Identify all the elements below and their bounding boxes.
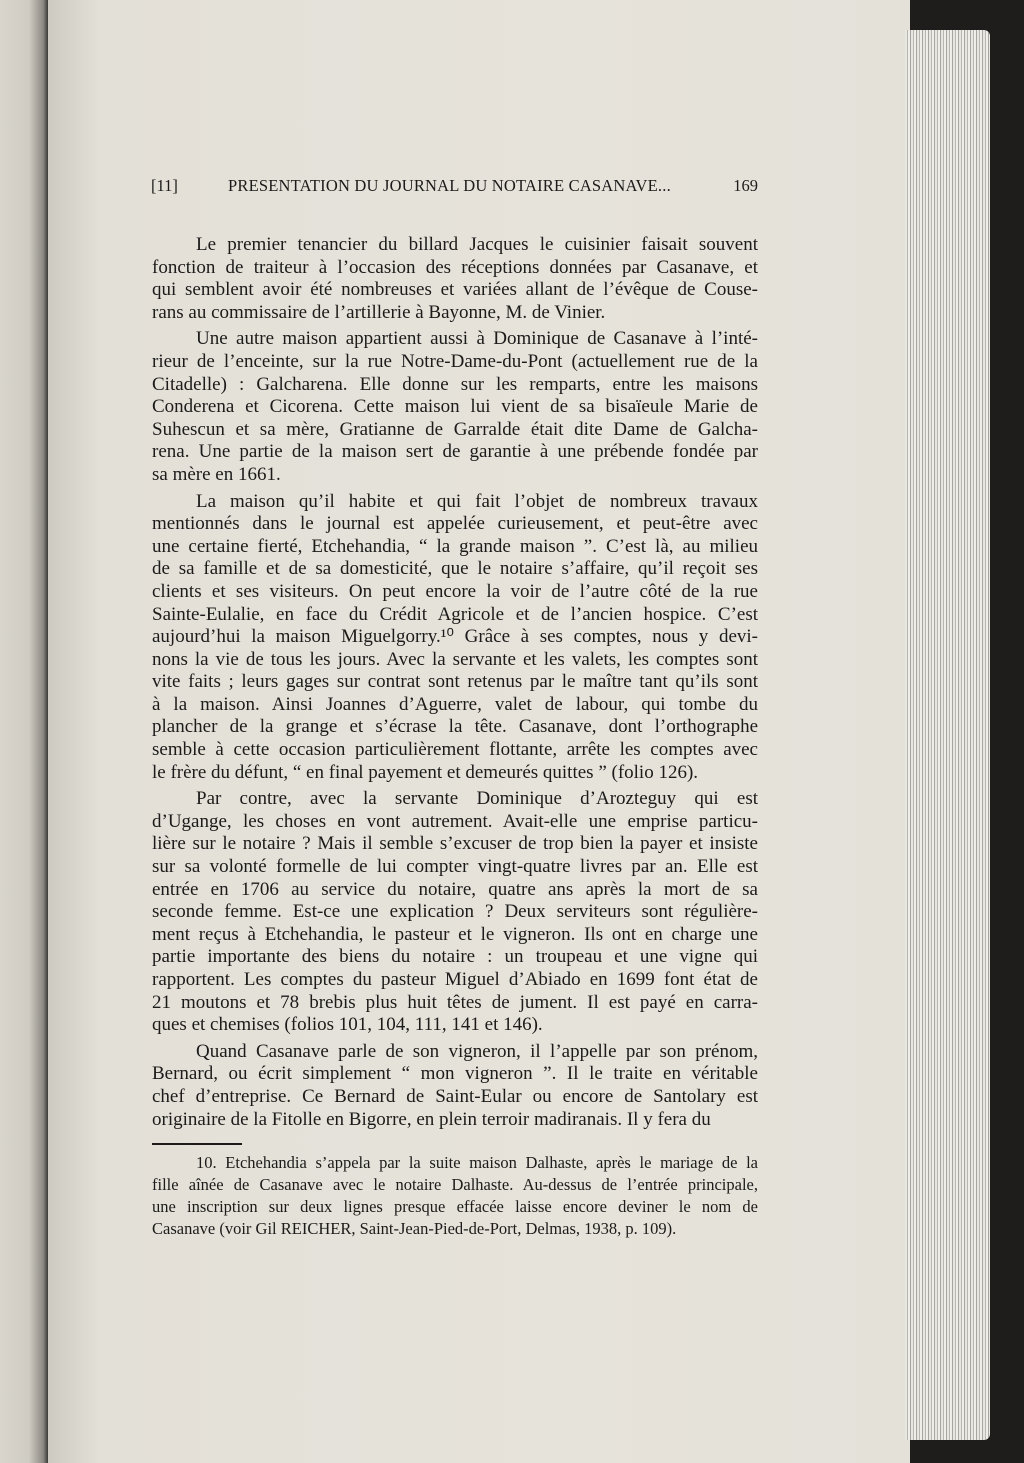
facing-page-edge [0, 0, 48, 1463]
paragraph [152, 328, 758, 486]
text-line: Bernard, ou écrit simplement “ mon vigneron ”. Il le traite en véritable [152, 1063, 758, 1085]
text-line: rapportent. Les comptes du pasteur Miguel d’Abiado en 1699 font état de [152, 969, 758, 990]
text-line: ques et chemises (folios 101, 104, 111, 141 et 146). [152, 1014, 543, 1036]
body-text [152, 234, 758, 1135]
text-line: de sa famille et de sa domesticité, que le notaire s’affaire, qu’il reçoit ses [152, 558, 758, 580]
text-line: Le premier tenancier du billard Jacques le cuisinier faisait souvent [196, 234, 758, 255]
text-line: d’Ugange, les choses en vont autrement. Avait-elle une emprise particu- [152, 810, 758, 832]
paragraph [152, 491, 758, 785]
text-line: Sainte-Eulalie, en face du Crédit Agricole et de l’ancien hospice. C’est [152, 603, 758, 625]
text-line: sur sa volonté formelle de lui compter vingt-quatre livres par an. Elle est [152, 856, 758, 878]
footnote-rule [152, 1143, 242, 1145]
text-line: seconde femme. Est-ce une explication ? Deux serviteurs sont régulière- [152, 901, 758, 923]
footnote-line: 10. Etchehandia s’appela par la suite maison Dalhaste, après le mariage de la [196, 1153, 758, 1172]
text-line: sa mère en 1661. [152, 463, 281, 485]
text-line: semble à cette occasion particulièrement flottante, arrête les comptes avec [152, 739, 758, 761]
text-line: originaire de la Fitolle en Bigorre, en plein terroir madiranais. Il y fera du [152, 1108, 711, 1130]
footnote-line: Casanave (voir Gil REICHER, Saint-Jean-Pied-de-Port, Delmas, 1938, p. 109). [152, 1219, 677, 1238]
text-line: Conderena et Cicorena. Cette maison lui vient de sa bisaïeule Marie de [152, 396, 758, 418]
text-line: aujourd’hui la maison Miguelgorry.¹⁰ Grâce à ses comptes, nous y devi- [152, 626, 758, 648]
paragraph [152, 1041, 758, 1131]
text-line: nons la vie de tous les jours. Avec la servante et les valets, les comptes sont [152, 648, 758, 670]
text-line: 21 moutons et 78 brebis plus huit têtes de jument. Il est payé en carra- [152, 991, 758, 1013]
running-title: PRESENTATION DU JOURNAL DU NOTAIRE CASANAVE... [228, 176, 671, 195]
footnote-line: une inscription sur deux lignes presque effacée laisse encore deviner le nom de [152, 1197, 758, 1216]
footnote-line: fille aînée de Casanave avec le notaire Dalhaste. Au-dessus de l’entrée principale, [152, 1175, 758, 1194]
text-line: plancher de la grange et s’écrase la tête. Casanave, dont l’orthographe [152, 716, 758, 738]
text-line: Suhescun et sa mère, Gratianne de Garralde était dite Dame de Galcha- [152, 418, 758, 440]
running-header [151, 176, 758, 200]
text-line: chef d’entreprise. Ce Bernard de Saint-Eular ou encore de Santolary est [152, 1085, 758, 1107]
text-line: clients et ses visiteurs. On peut encore la voir de l’autre côté de la rue [152, 580, 758, 602]
text-line: une certaine fierté, Etchehandia, “ la grande maison ”. C’est là, au milieu [152, 535, 758, 557]
text-line: Une autre maison appartient aussi à Dominique de Casanave à l’inté- [196, 328, 758, 350]
text-line: Citadelle) : Galcharena. Elle donne sur les remparts, entre les maisons [152, 373, 758, 395]
text-line: fonction de traiteur à l’occasion des réceptions données par Casanave, et [152, 256, 758, 278]
text-line: partie importante des biens du notaire : un troupeau et une vigne qui [152, 946, 758, 968]
text-line: rans au commissaire de l’artillerie à Bayonne, M. de Vinier. [152, 301, 606, 323]
paragraph [152, 234, 758, 324]
text-line: qui semblent avoir été nombreuses et variées allant de l’évêque de Couse- [152, 279, 758, 301]
text-line: le frère du défunt, “ en final payement et demeurés quittes ” (folio 126). [152, 761, 699, 783]
text-line: rena. Une partie de la maison sert de garantie à une prébende fondée par [152, 441, 758, 463]
text-line: entrée en 1706 au service du notaire, quatre ans après la mort de sa [152, 878, 758, 900]
text-line: mentionnés dans le journal est appelée curieusement, et peut-être avec [152, 513, 758, 535]
text-line: vite faits ; leurs gages sur contrat sont retenus par le maître tant qu’ils sont [152, 671, 758, 693]
page-stack-edges [905, 30, 990, 1440]
footnote [152, 1152, 758, 1240]
text-line: La maison qu’il habite et qui fait l’objet de nombreux travaux [196, 490, 758, 512]
paragraph [152, 788, 758, 1037]
page-number: 169 [733, 176, 758, 195]
text-line: ment reçus à Etchehandia, le pasteur et le vigneron. Ils ont en charge une [152, 923, 758, 945]
text-line: Quand Casanave parle de son vigneron, il l’appelle par son prénom, [196, 1040, 758, 1062]
text-line: à la maison. Ainsi Joannes d’Aguerre, valet de labour, qui tombe du [152, 693, 758, 715]
text-line: rieur de l’enceinte, sur la rue Notre-Dame-du-Pont (actuellement rue de la [152, 350, 758, 372]
text-line: Par contre, avec la servante Dominique d’Arozteguy qui est [196, 788, 758, 810]
chapter-number: [11] [151, 176, 178, 195]
text-line: lière sur le notaire ? Mais il semble s’excuser de trop bien la payer et insiste [152, 833, 758, 855]
